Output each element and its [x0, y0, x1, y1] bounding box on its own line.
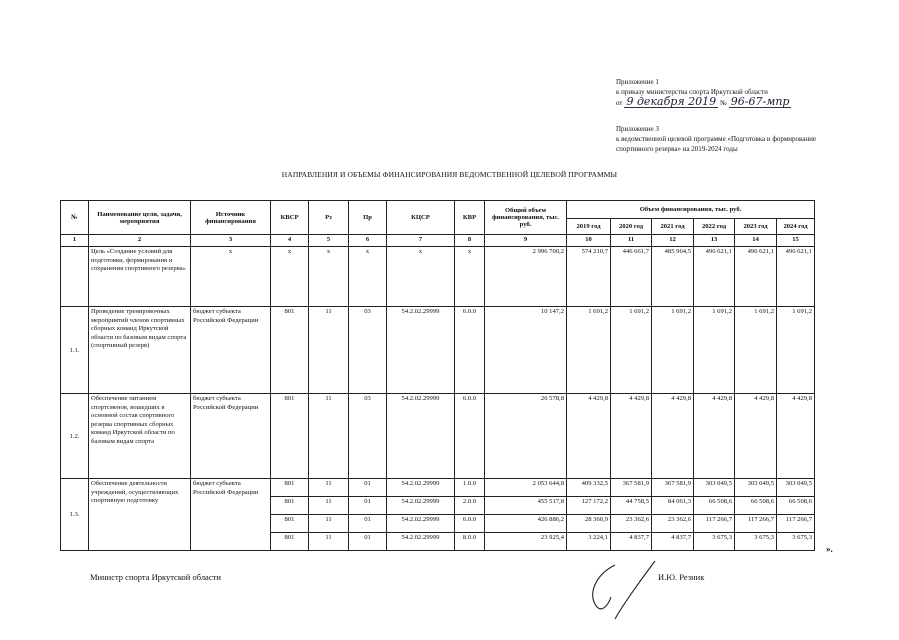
row-year-value: 4 429,8	[777, 394, 815, 479]
row-rz: 11	[309, 307, 349, 394]
row-kvsr: 801	[271, 394, 309, 479]
row-year-value: 496 621,1	[694, 247, 735, 307]
row-total: 426 886,2	[485, 515, 567, 533]
row-year-value: 1 691,2	[735, 307, 777, 394]
order-from-prefix: от	[616, 99, 623, 107]
row-kvr: 1.0.0	[455, 479, 485, 497]
row-year-value: 496 621,1	[777, 247, 815, 307]
row-rz: 11	[309, 515, 349, 533]
column-number: 12	[652, 235, 694, 247]
row-total: 26 578,8	[485, 394, 567, 479]
row-year-value: 303 049,5	[694, 479, 735, 497]
header-year: 2020 год	[611, 219, 652, 235]
row-year-value: 66 508,6	[694, 497, 735, 515]
header-year: 2022 год	[694, 219, 735, 235]
row-year-value: 367 581,9	[652, 479, 694, 497]
financing-table	[60, 200, 815, 551]
column-number: 7	[387, 235, 455, 247]
row-kvsr: 801	[271, 307, 309, 394]
row-kvr: 6.0.0	[455, 394, 485, 479]
row-pr: 01	[349, 497, 387, 515]
row-kvr: 6.0.0	[455, 307, 485, 394]
row-year-value: 44 758,5	[611, 497, 652, 515]
row-pr: 01	[349, 515, 387, 533]
row-year-value: 3 675,3	[735, 533, 777, 551]
appendix-3-title: Приложение 3	[616, 125, 659, 133]
row-year-value: 4 429,8	[652, 394, 694, 479]
row-kvr: 2.0.0	[455, 497, 485, 515]
row-kcsr: 54.2.02.29999	[387, 479, 455, 497]
row-source: бюджет субъекта Российской Федерации	[191, 394, 271, 479]
row-year-value: 446 661,7	[611, 247, 652, 307]
item-name: Проведение тренировочных мероприятий членов спортивных сборных команд Иркутской области по базовым видам спорта (спортивный резерв)	[89, 307, 191, 394]
row-year-value: 4 429,8	[735, 394, 777, 479]
row-year-value: 127 172,2	[567, 497, 611, 515]
header-kcsr: КЦСР	[387, 201, 455, 235]
row-no: 1.3.	[61, 479, 89, 551]
table-row-1-2	[61, 394, 815, 479]
column-number: 11	[611, 235, 652, 247]
row-year-value: 1 691,2	[652, 307, 694, 394]
row-pr: 03	[349, 307, 387, 394]
header-source: Источник финансирования	[191, 201, 271, 235]
row-kvr: 6.0.0	[455, 515, 485, 533]
row-kcsr: 54.2.02.29999	[387, 533, 455, 551]
row-year-value: 23 362,6	[652, 515, 694, 533]
document-title: НАПРАВЛЕНИЯ И ОБЪЕМЫ ФИНАНСИРОВАНИЯ ВЕДОМСТВЕННОЙ ЦЕЛЕВОЙ ПРОГРАММЫ	[281, 170, 618, 179]
header-year: 2019 год	[567, 219, 611, 235]
column-number-row	[61, 235, 815, 247]
header-name: Наименование цели, задачи, мероприятия	[89, 201, 191, 235]
row-no	[61, 247, 89, 307]
row-year-value: 1 691,2	[777, 307, 815, 394]
column-number: 5	[309, 235, 349, 247]
header-year: 2024 год	[777, 219, 815, 235]
row-year-value: 117 266,7	[777, 515, 815, 533]
appendix-1-title: Приложение 1	[616, 78, 659, 86]
row-kvr: 8.0.0	[455, 533, 485, 551]
header-kvsr: КВСР	[271, 201, 309, 235]
row-pr: 01	[349, 479, 387, 497]
item-name: Обеспечение деятельности учреждений, осуществляющих спортивную подготовку	[89, 479, 191, 551]
row-year-value: 303 049,5	[735, 479, 777, 497]
appendix-3-line: к ведомственной целевой программе «Подготовка и формирование спортивного резерва» на 2019-2024 годы	[616, 135, 816, 153]
header-year: 2021 год	[652, 219, 694, 235]
row-year-value: 485 964,5	[652, 247, 694, 307]
row-rz: 11	[309, 479, 349, 497]
header-kvr: КВР	[455, 201, 485, 235]
row-year-value: 4 429,8	[611, 394, 652, 479]
row-kvsr: 801	[271, 479, 309, 497]
row-source: бюджет субъекта Российской Федерации	[191, 479, 271, 551]
row-total: 455 517,8	[485, 497, 567, 515]
order-date: 9 декабря 2019	[626, 95, 717, 108]
row-year-value: 66 508,6	[735, 497, 777, 515]
row-rz: 11	[309, 497, 349, 515]
column-number: 9	[485, 235, 567, 247]
column-number: 6	[349, 235, 387, 247]
column-number: 10	[567, 235, 611, 247]
header-row-1	[61, 201, 815, 219]
row-total: 2 996 700,2	[485, 247, 567, 307]
header-year: 2023 год	[735, 219, 777, 235]
column-number: 13	[694, 235, 735, 247]
order-number-prefix: №	[720, 99, 727, 107]
row-year-value: 117 266,7	[735, 515, 777, 533]
row-total: 2 053 644,8	[485, 479, 567, 497]
row-no: 1.2.	[61, 394, 89, 479]
row-kcsr: 54.2.02.29999	[387, 497, 455, 515]
row-kvsr: 801	[271, 515, 309, 533]
order-number: 96-67-мпр	[730, 95, 790, 108]
row-kcsr: 54.2.02.29999	[387, 394, 455, 479]
row-rz: 11	[309, 533, 349, 551]
header-total: Общий объем финансирования, тыс. руб.	[485, 201, 567, 235]
row-source: бюджет субъекта Российской Федерации	[191, 307, 271, 394]
table-row-goal	[61, 247, 815, 307]
item-name: Обеспечение питанием спортсменов, вошедших в основной состав спортивного резерва спортивных сборных команд Иркутской области по базовым видам спорта	[89, 394, 191, 479]
header-rz: Рз	[309, 201, 349, 235]
column-number: 4	[271, 235, 309, 247]
row-year-value: 117 266,7	[694, 515, 735, 533]
row-year-value: 409 332,5	[567, 479, 611, 497]
row-year-value: 496 621,1	[735, 247, 777, 307]
appendix-1-line: к приказу министерства спорта Иркутской области	[616, 88, 768, 96]
row-year-value: 28 360,9	[567, 515, 611, 533]
closing-quote-mark: ».	[826, 544, 833, 554]
table-row-1-3	[61, 479, 815, 497]
column-number: 15	[777, 235, 815, 247]
row-year-value: 303 049,5	[777, 479, 815, 497]
header-pr: Пр	[349, 201, 387, 235]
column-number: 2	[89, 235, 191, 247]
row-kvsr: 801	[271, 533, 309, 551]
row-pr: х	[349, 247, 387, 307]
row-year-value: 23 362,6	[611, 515, 652, 533]
row-year-value: 3 675,3	[694, 533, 735, 551]
column-number: 8	[455, 235, 485, 247]
row-year-value: 4 429,8	[567, 394, 611, 479]
row-year-value: 84 061,3	[652, 497, 694, 515]
column-number: 3	[191, 235, 271, 247]
row-kvsr: 801	[271, 497, 309, 515]
column-number: 14	[735, 235, 777, 247]
appendix-3-block	[616, 124, 846, 154]
row-year-value: 66 508,6	[777, 497, 815, 515]
minister-name: И.Ю. Резник	[658, 572, 705, 582]
order-line	[616, 97, 791, 108]
row-pr: 01	[349, 533, 387, 551]
row-total: 23 925,4	[485, 533, 567, 551]
minister-signature	[585, 555, 665, 625]
row-year-value: 4 837,7	[611, 533, 652, 551]
row-year-value: 3 675,3	[777, 533, 815, 551]
row-year-value: 1 691,2	[611, 307, 652, 394]
row-year-value: 4 429,8	[694, 394, 735, 479]
row-no: 1.1.	[61, 307, 89, 394]
row-kcsr: 54.2.02.29999	[387, 515, 455, 533]
row-source: х	[191, 247, 271, 307]
minister-label: Министр спорта Иркутской области	[90, 572, 221, 582]
row-kvr: х	[455, 247, 485, 307]
row-pr: 03	[349, 394, 387, 479]
goal-name: Цель «Создание условий для подготовки, формирования и сохранения спортивного резерва»	[89, 247, 191, 307]
row-rz: х	[309, 247, 349, 307]
row-kcsr: х	[387, 247, 455, 307]
appendix-1-block	[616, 77, 791, 108]
table-row-1-1	[61, 307, 815, 394]
header-by-years: Объем финансирования, тыс. руб.	[567, 201, 815, 219]
row-total: 10 147,2	[485, 307, 567, 394]
row-kvsr: х	[271, 247, 309, 307]
column-number: 1	[61, 235, 89, 247]
row-year-value: 367 581,9	[611, 479, 652, 497]
row-year-value: 4 837,7	[652, 533, 694, 551]
row-year-value: 574 210,7	[567, 247, 611, 307]
row-kcsr: 54.2.02.29999	[387, 307, 455, 394]
header-no: №	[61, 201, 89, 235]
row-year-value: 3 224,1	[567, 533, 611, 551]
row-year-value: 1 691,2	[567, 307, 611, 394]
row-year-value: 1 691,2	[694, 307, 735, 394]
row-rz: 11	[309, 394, 349, 479]
